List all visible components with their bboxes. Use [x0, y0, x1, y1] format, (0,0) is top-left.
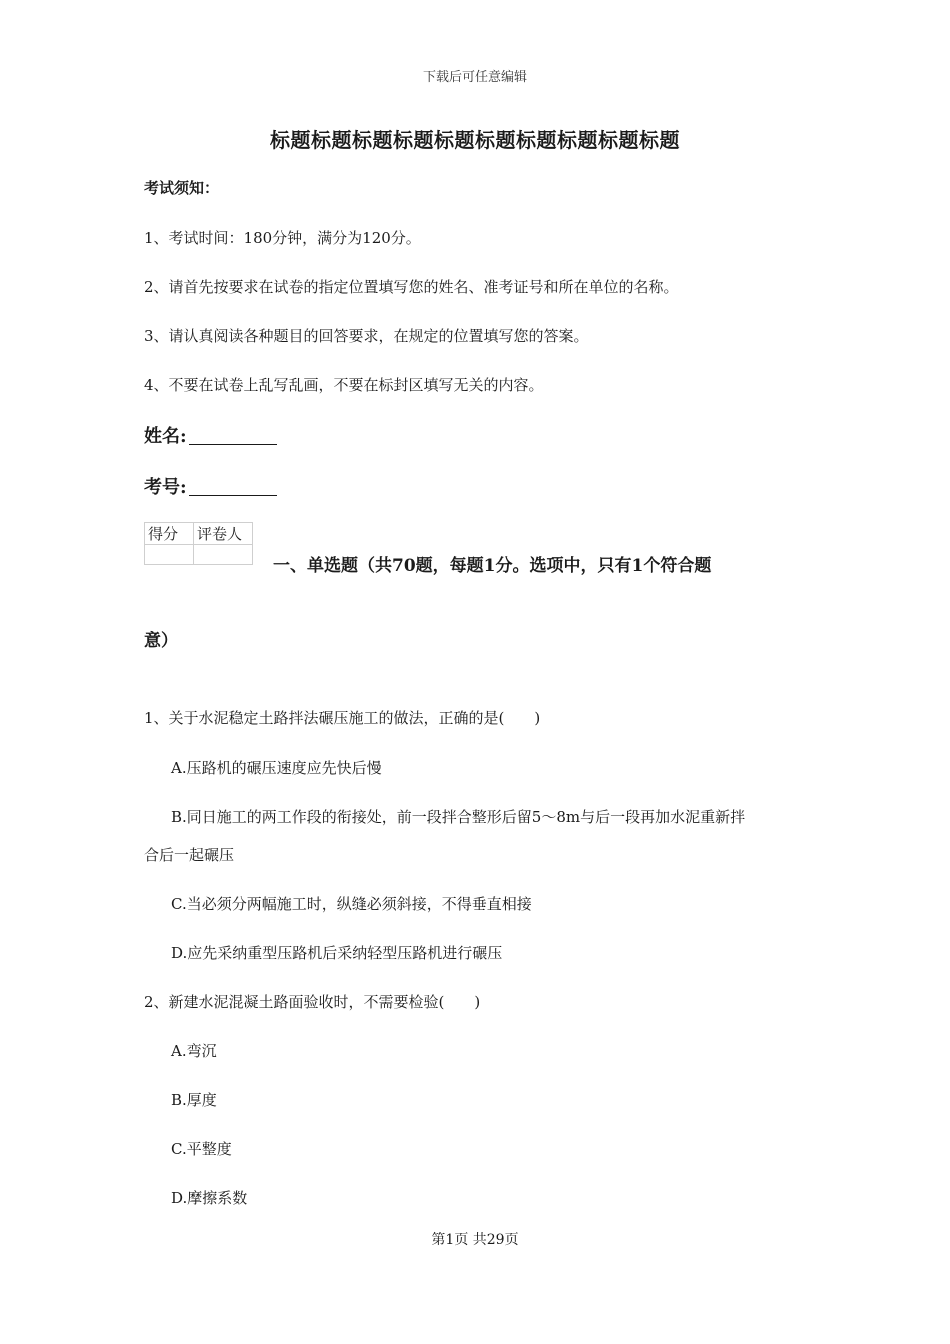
name-blank[interactable]: [189, 426, 277, 445]
notice-item-4: 4、不要在试卷上乱写乱画，不要在标封区填写无关的内容。: [144, 376, 544, 394]
section-title-continued: 意）: [144, 631, 178, 651]
document-title: 标题标题标题标题标题标题标题标题标题标题: [270, 128, 680, 152]
score-table: [144, 522, 253, 565]
score-header: 得分: [145, 523, 194, 545]
exam-number-blank[interactable]: [189, 477, 277, 496]
question-1-option-a: A.压路机的碾压速度应先快后慢: [171, 759, 382, 777]
question-2-stem: 2、新建水泥混凝土路面验收时，不需要检验( ): [144, 993, 481, 1011]
name-label: 姓名:: [144, 426, 187, 447]
exam-number-label: 考号:: [144, 477, 187, 498]
question-2-option-a: A.弯沉: [171, 1042, 217, 1060]
score-table-header-row: [145, 523, 253, 545]
grader-header: 评卷人: [194, 523, 253, 545]
question-1-option-d: D.应先采纳重型压路机后采纳轻型压路机进行碾压: [171, 944, 503, 962]
question-2-option-b: B.厚度: [171, 1091, 217, 1109]
notice-item-3: 3、请认真阅读各种题目的回答要求，在规定的位置填写您的答案。: [144, 327, 589, 345]
section-title: 一、单选题（共70题，每题1分。选项中，只有1个符合题: [273, 556, 712, 576]
name-field: [144, 422, 277, 448]
page-footer: 第1页 共29页: [431, 1232, 519, 1248]
score-table-blank-row: [145, 545, 253, 565]
notice-heading: 考试须知：: [144, 179, 220, 197]
question-1-option-c: C.当必须分两幅施工时，纵缝必须斜接，不得垂直相接: [171, 895, 532, 913]
exam-number-field: [144, 473, 277, 499]
notice-item-1: 1、考试时间：180分钟，满分为120分。: [144, 229, 421, 247]
question-2-option-d: D.摩擦系数: [171, 1189, 248, 1207]
question-2-option-c: C.平整度: [171, 1140, 232, 1158]
question-1-stem: 1、关于水泥稳定土路拌法碾压施工的做法，正确的是( ): [144, 709, 541, 727]
question-1-option-b-continued: 合后一起碾压: [144, 846, 235, 864]
question-1-option-b: B.同日施工的两工作段的衔接处，前一段拌合整形后留5～8m与后一段再加水泥重新拌: [171, 808, 746, 826]
grader-cell[interactable]: [194, 545, 253, 565]
header-note: 下载后可任意编辑: [422, 70, 527, 85]
score-cell[interactable]: [145, 545, 194, 565]
notice-item-2: 2、请首先按要求在试卷的指定位置填写您的姓名、准考证号和所在单位的名称。: [144, 278, 679, 296]
